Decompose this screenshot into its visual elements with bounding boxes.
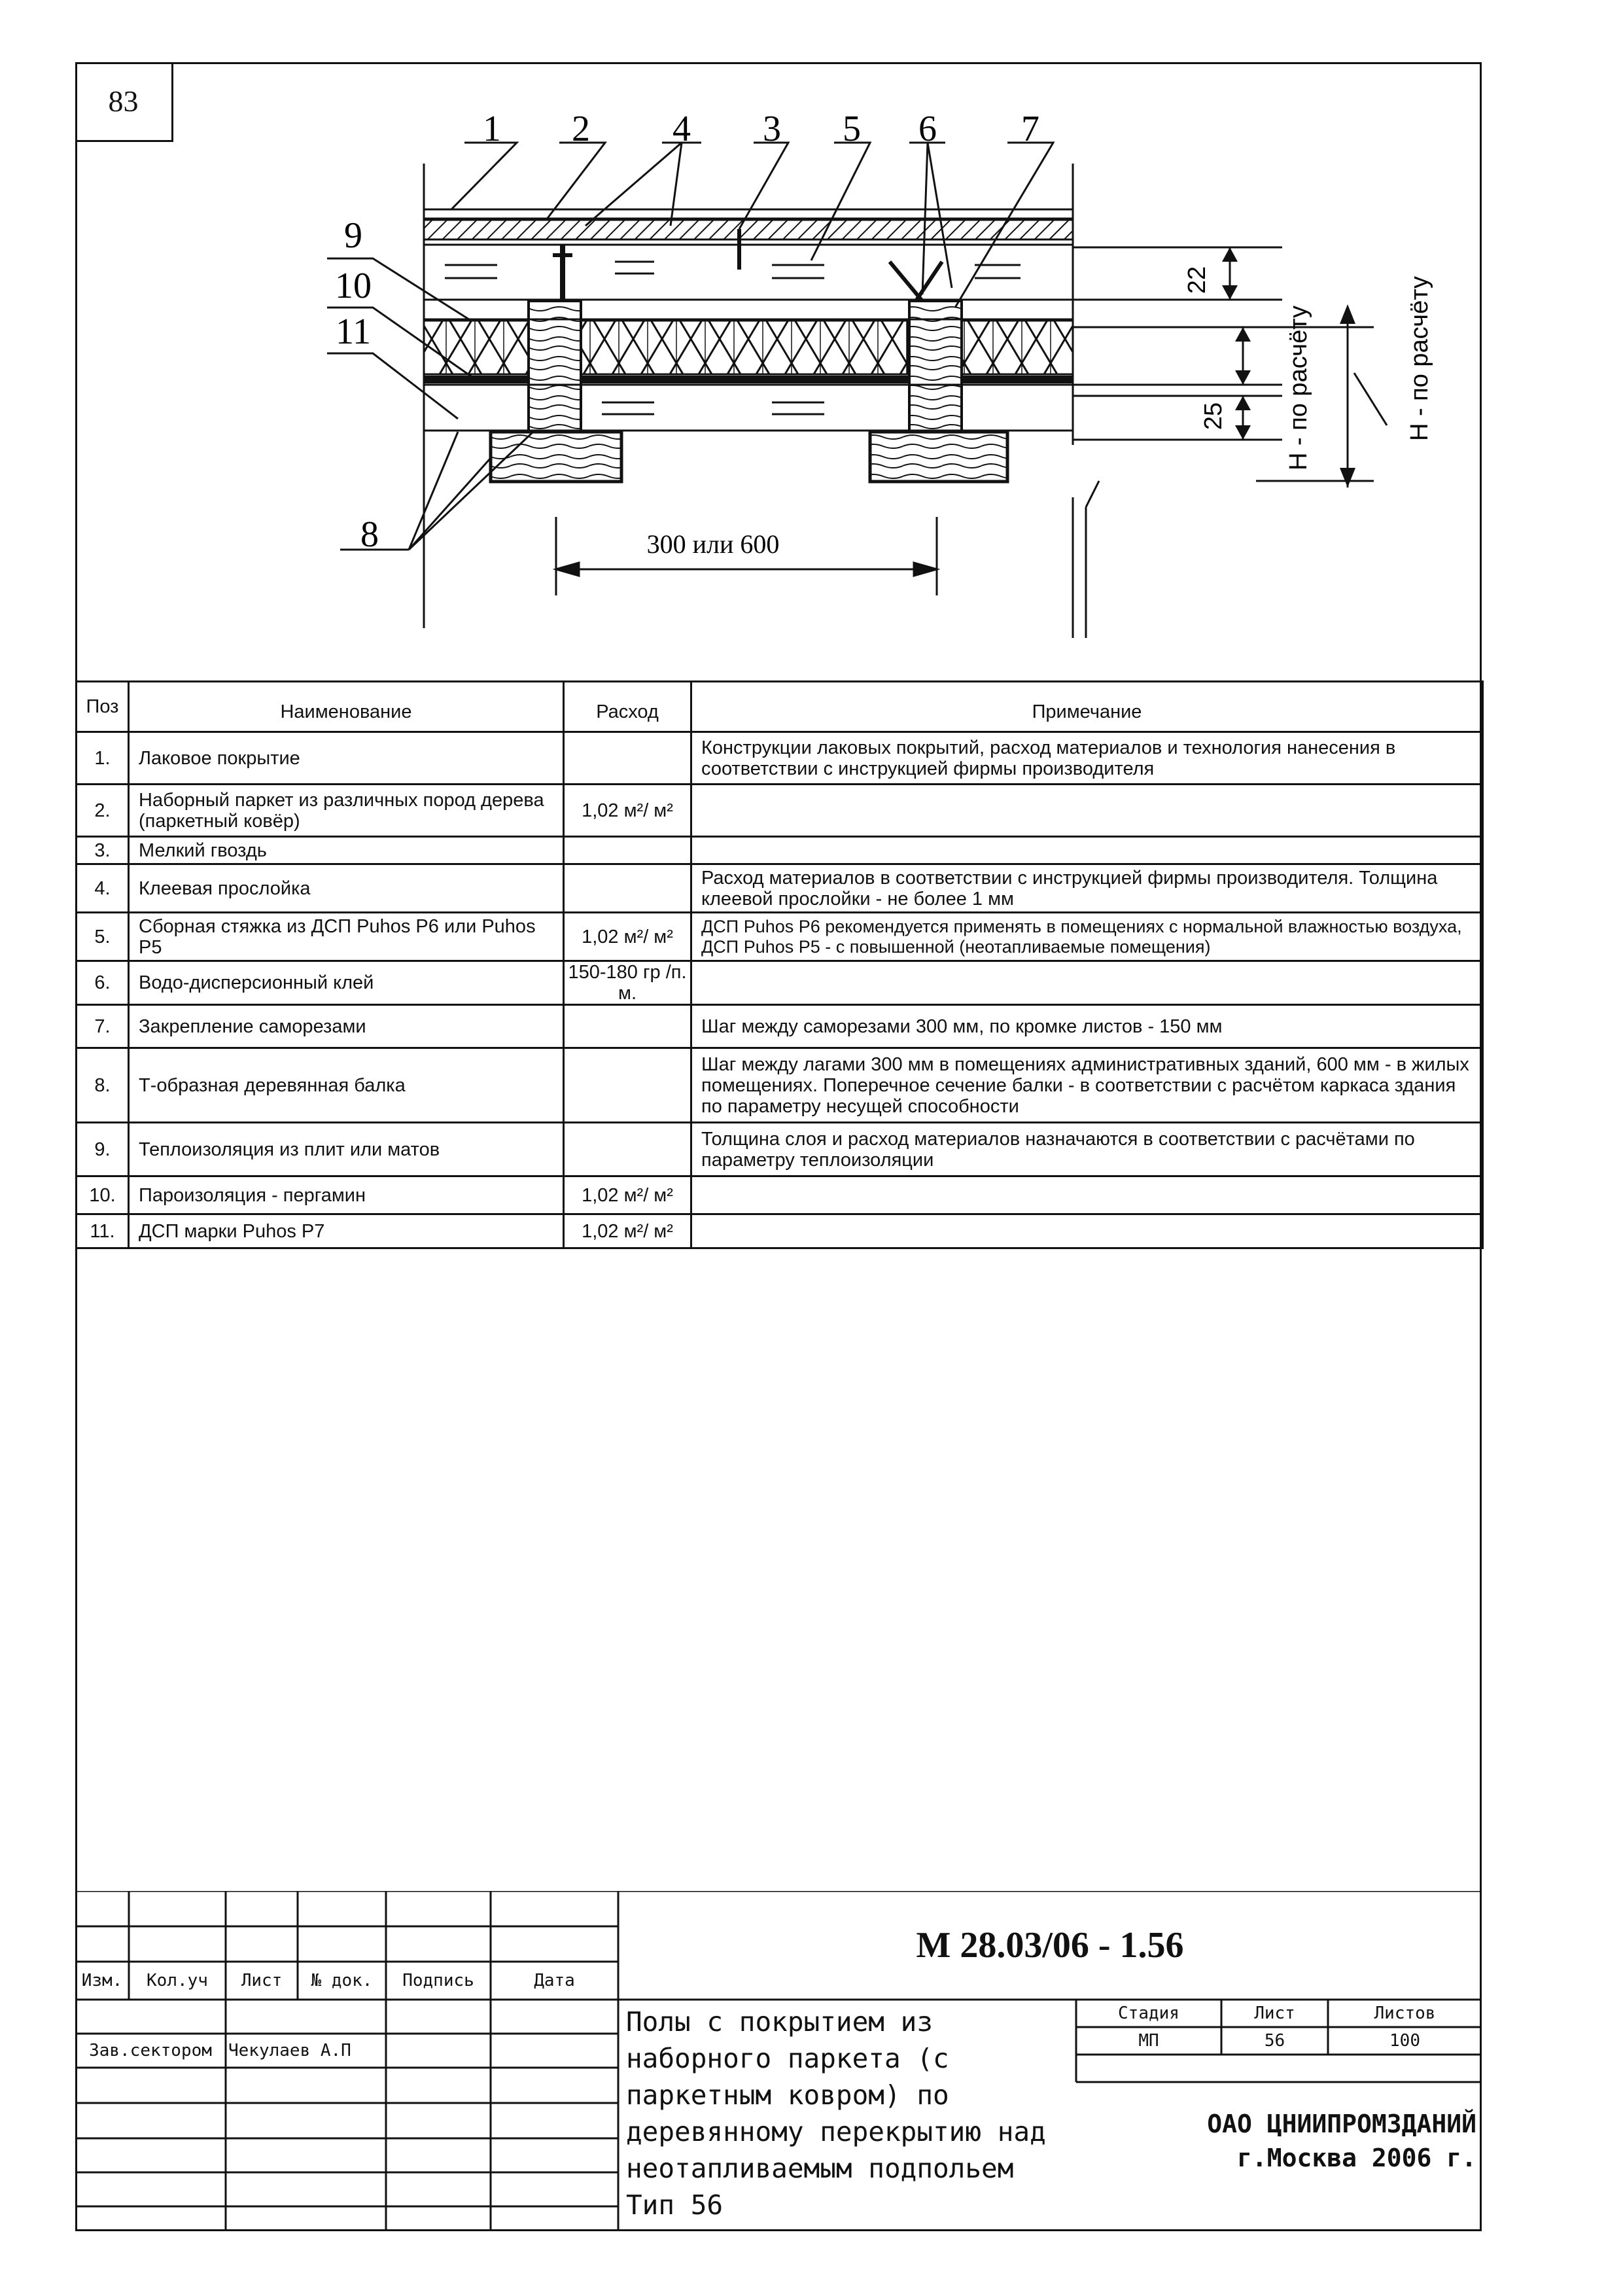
dimension-span: 300 или 600	[646, 529, 780, 559]
row-pos: 7.	[77, 1005, 129, 1048]
row-pos: 9.	[77, 1123, 129, 1176]
page-number: 83	[75, 62, 173, 142]
header-pos: Поз	[77, 682, 129, 732]
row-rate: 1,02 м²/ м²	[564, 785, 691, 837]
table-row	[77, 961, 1483, 1005]
row-pos: 4.	[77, 864, 129, 913]
row-rate: 1,02 м²/ м²	[564, 913, 691, 961]
rev-header-doc: № док.	[311, 1971, 373, 1990]
row-note	[691, 785, 1483, 837]
org-city-year: г.Москва 2006 г.	[1236, 2144, 1476, 2172]
person-name: Чекулаев А.П	[228, 2041, 351, 2060]
row-pos: 1.	[77, 732, 129, 785]
org-name: ОАО ЦНИИПРОМЗДАНИЙ	[1207, 2110, 1476, 2138]
row-pos: 5.	[77, 913, 129, 961]
row-name: Лаковое покрытие	[129, 732, 564, 785]
row-rate	[564, 1005, 691, 1048]
dimension-22: 22	[1183, 266, 1211, 294]
row-note: Шаг между лагами 300 мм в помещениях административных зданий, 600 мм - в жилых помещениях. Поперечное сечение балки - в соответствии с расчётом каркаса здания по параметру несущей способности	[691, 1048, 1483, 1123]
callout-4: 4	[672, 109, 691, 149]
row-name: Теплоизоляция из плит или матов	[129, 1123, 564, 1176]
row-rate	[564, 1048, 691, 1123]
callout-3: 3	[763, 109, 781, 149]
callout-11: 11	[336, 311, 371, 352]
rev-header-date: Дата	[534, 1971, 575, 1990]
row-pos: 2.	[77, 785, 129, 837]
row-pos: 10.	[77, 1176, 129, 1214]
row-note: Расход материалов в соответствии с инструкцией фирмы производителя. Толщина клеевой прослойки - не более 1 мм	[691, 864, 1483, 913]
spec-table	[75, 680, 1484, 1249]
callout-10: 10	[335, 266, 372, 306]
callout-2: 2	[572, 109, 590, 149]
table-row	[77, 837, 1483, 864]
sheets-label: Листов	[1374, 2004, 1436, 2023]
callout-8: 8	[360, 514, 379, 555]
callout-6: 6	[918, 109, 937, 149]
row-name: Клеевая прослойка	[129, 864, 564, 913]
row-rate: 150-180 гр /п. м.	[564, 961, 691, 1005]
row-name: ДСП марки Puhos P7	[129, 1214, 564, 1248]
role-label: Зав.сектором	[89, 2041, 212, 2060]
row-rate	[564, 864, 691, 913]
row-name: Мелкий гвоздь	[129, 837, 564, 864]
row-note: ДСП Puhos P6 рекомендуется применять в помещениях с нормальной влажностью воздуха, ДСП Puhos P5 - с повышенной (неотапливаемые помещения)	[691, 913, 1483, 961]
sheet-value: 56	[1264, 2031, 1285, 2051]
row-name: Сборная стяжка из ДСП Puhos P6 или Puhos P5	[129, 913, 564, 961]
rev-header-sign: Подпись	[402, 1971, 474, 1990]
callout-1: 1	[483, 109, 501, 149]
header-note: Примечание	[691, 682, 1483, 732]
table-row	[77, 1123, 1483, 1176]
row-rate: 1,02 м²/ м²	[564, 1176, 691, 1214]
row-note: Толщина слоя и расход материалов назначаются в соответствии с расчётами по параметру теплоизоляции	[691, 1123, 1483, 1176]
row-note	[691, 1176, 1483, 1214]
row-note: Шаг между саморезами 300 мм, по кромке листов - 150 мм	[691, 1005, 1483, 1048]
row-rate: 1,02 м²/ м²	[564, 1214, 691, 1248]
row-pos: 8.	[77, 1048, 129, 1123]
sheet-label: Лист	[1254, 2004, 1295, 2023]
table-row	[77, 785, 1483, 837]
row-rate	[564, 732, 691, 785]
rev-header-kol: Кол.уч	[147, 1971, 208, 1990]
row-rate	[564, 837, 691, 864]
row-name: Водо-дисперсионный клей	[129, 961, 564, 1005]
row-pos: 3.	[77, 837, 129, 864]
organization	[1076, 2107, 1476, 2175]
stage-value: МП	[1138, 2031, 1159, 2051]
row-rate	[564, 1123, 691, 1176]
dimension-25: 25	[1200, 402, 1227, 431]
row-note	[691, 837, 1483, 864]
row-pos: 6.	[77, 961, 129, 1005]
h-label-2: H - по расчёту	[1406, 275, 1433, 442]
stage-label: Стадия	[1118, 2004, 1179, 2023]
table-row	[77, 1005, 1483, 1048]
callout-7: 7	[1021, 109, 1039, 149]
table-row	[77, 1176, 1483, 1214]
row-note	[691, 1214, 1483, 1248]
row-note: Конструкции лаковых покрытий, расход материалов и технология нанесения в соответствии с инструкцией фирмы производителя	[691, 732, 1483, 785]
floor-section-drawing	[0, 0, 1606, 680]
callout-9: 9	[344, 215, 362, 256]
callout-5: 5	[843, 109, 861, 149]
title-block	[75, 1891, 1482, 2231]
document-code: М 28.03/06 - 1.56	[916, 1925, 1184, 1966]
table-row	[77, 864, 1483, 913]
h-label-1: H - по расчёту	[1285, 305, 1312, 471]
row-name: Наборный паркет из различных пород дерева (паркетный ковёр)	[129, 785, 564, 837]
row-name: Закрепление саморезами	[129, 1005, 564, 1048]
document-title: Полы с покрытием из наборного паркета (с паркетным ковром) по деревянному перекрытию над неотапливаемым подпольем Тип 56	[626, 2006, 1046, 2221]
table-row	[77, 1048, 1483, 1123]
header-rate: Расход	[564, 682, 691, 732]
header-name: Наименование	[129, 682, 564, 732]
row-name: Т-образная деревянная балка	[129, 1048, 564, 1123]
sheets-value: 100	[1389, 2031, 1420, 2051]
row-pos: 11.	[77, 1214, 129, 1248]
row-note	[691, 961, 1483, 1005]
table-row	[77, 732, 1483, 785]
row-name: Пароизоляция - пергамин	[129, 1176, 564, 1214]
rev-header-list: Лист	[241, 1971, 283, 1990]
spec-header-row	[77, 682, 1483, 732]
rev-header-izm: Изм.	[81, 1971, 123, 1990]
table-row	[77, 913, 1483, 961]
table-row	[77, 1214, 1483, 1248]
